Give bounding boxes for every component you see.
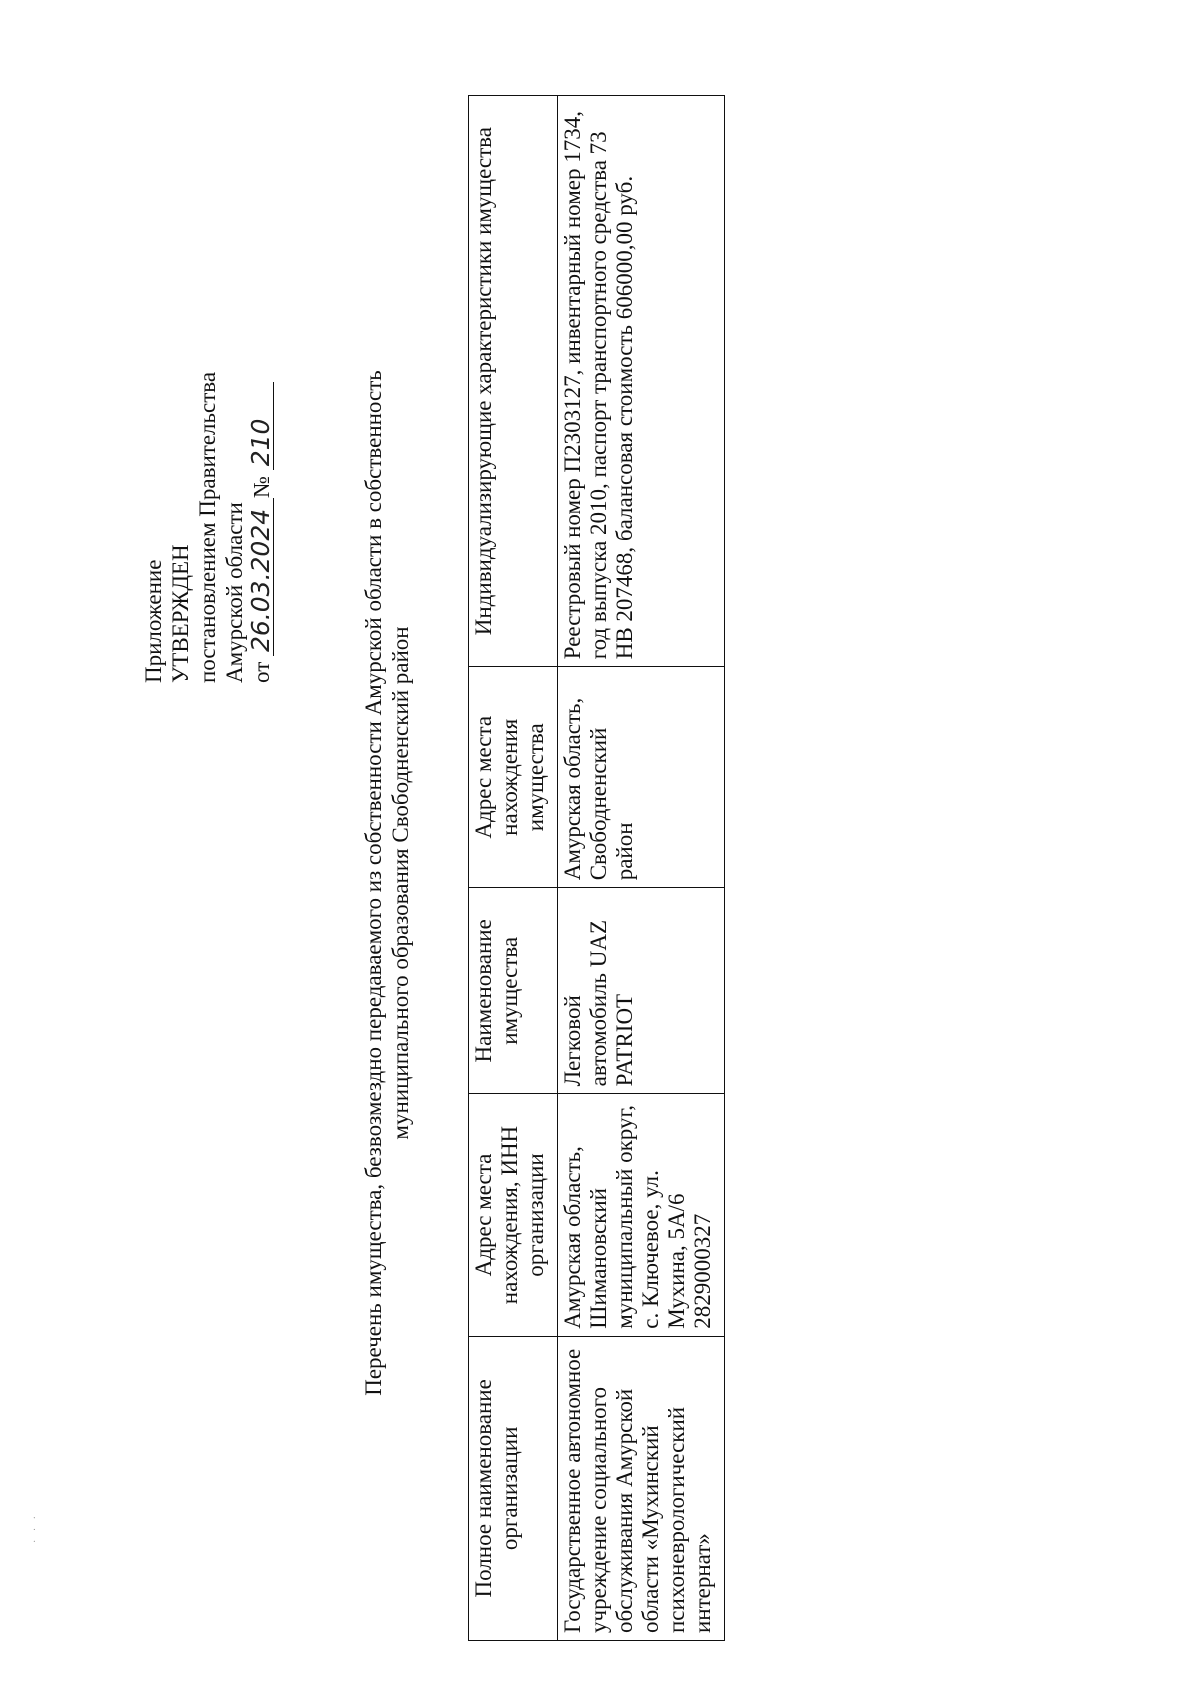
approval-region-label: Амурской области: [222, 502, 247, 683]
handwritten-date: 26.03.2024: [249, 498, 274, 656]
approval-date-line: [248, 372, 275, 683]
header-property-characteristics: Индивидуализирующие характеристики имущества: [469, 96, 558, 667]
cell-property-characteristics: Реестровый номер П2303127, инвентарный номер 1734, год выпуска 2010, паспорт транспортного средства 73 НВ 207468, балансовая стоимость 606000,00 руб.: [558, 96, 725, 667]
scan-speck: · · ·: [30, 1513, 41, 1543]
cell-property-name: Легковой автомобиль UAZ PATRIOT: [558, 888, 725, 1094]
approval-from-label: от: [249, 661, 274, 683]
document-title-line-1: Перечень имущества, безвозмездно передаваемого из собственности Амурской области в собственность: [361, 370, 386, 1396]
header-property-name: Наименование имущества: [469, 888, 558, 1094]
cell-property-address: Амурская область, Свободненский район: [558, 667, 725, 888]
document-title-line-2: муниципального образования Свободненский район: [388, 626, 413, 1140]
approval-approved-label: УТВЕРЖДЕН: [168, 544, 193, 683]
cell-organization-address-inn: Амурская область, Шимановский муниципальный округ, с. Ключевое, ул. Мухина, 5А/6 2829000327: [558, 1094, 725, 1336]
table-header-row: [469, 96, 558, 1641]
header-organization-name: Полное наименование организации: [469, 1336, 558, 1640]
document-title: [360, 133, 414, 1633]
handwritten-number: 210: [249, 382, 274, 470]
table-row: [558, 96, 725, 1641]
header-property-address: Адрес места нахождения имущества: [469, 667, 558, 888]
property-table: [468, 95, 725, 1641]
approval-stamp-block: [140, 372, 275, 683]
header-organization-address-inn: Адрес места нахождения, ИНН организации: [469, 1094, 558, 1336]
cell-organization-name: Государственное автономное учреждение социального обслуживания Амурской области «Мухинский психоневрологический интернат»: [558, 1336, 725, 1640]
approval-resolution-label: постановлением Правительства: [195, 371, 220, 683]
approval-number-label: №: [249, 476, 274, 498]
approval-appendix-label: Приложение: [141, 559, 166, 683]
